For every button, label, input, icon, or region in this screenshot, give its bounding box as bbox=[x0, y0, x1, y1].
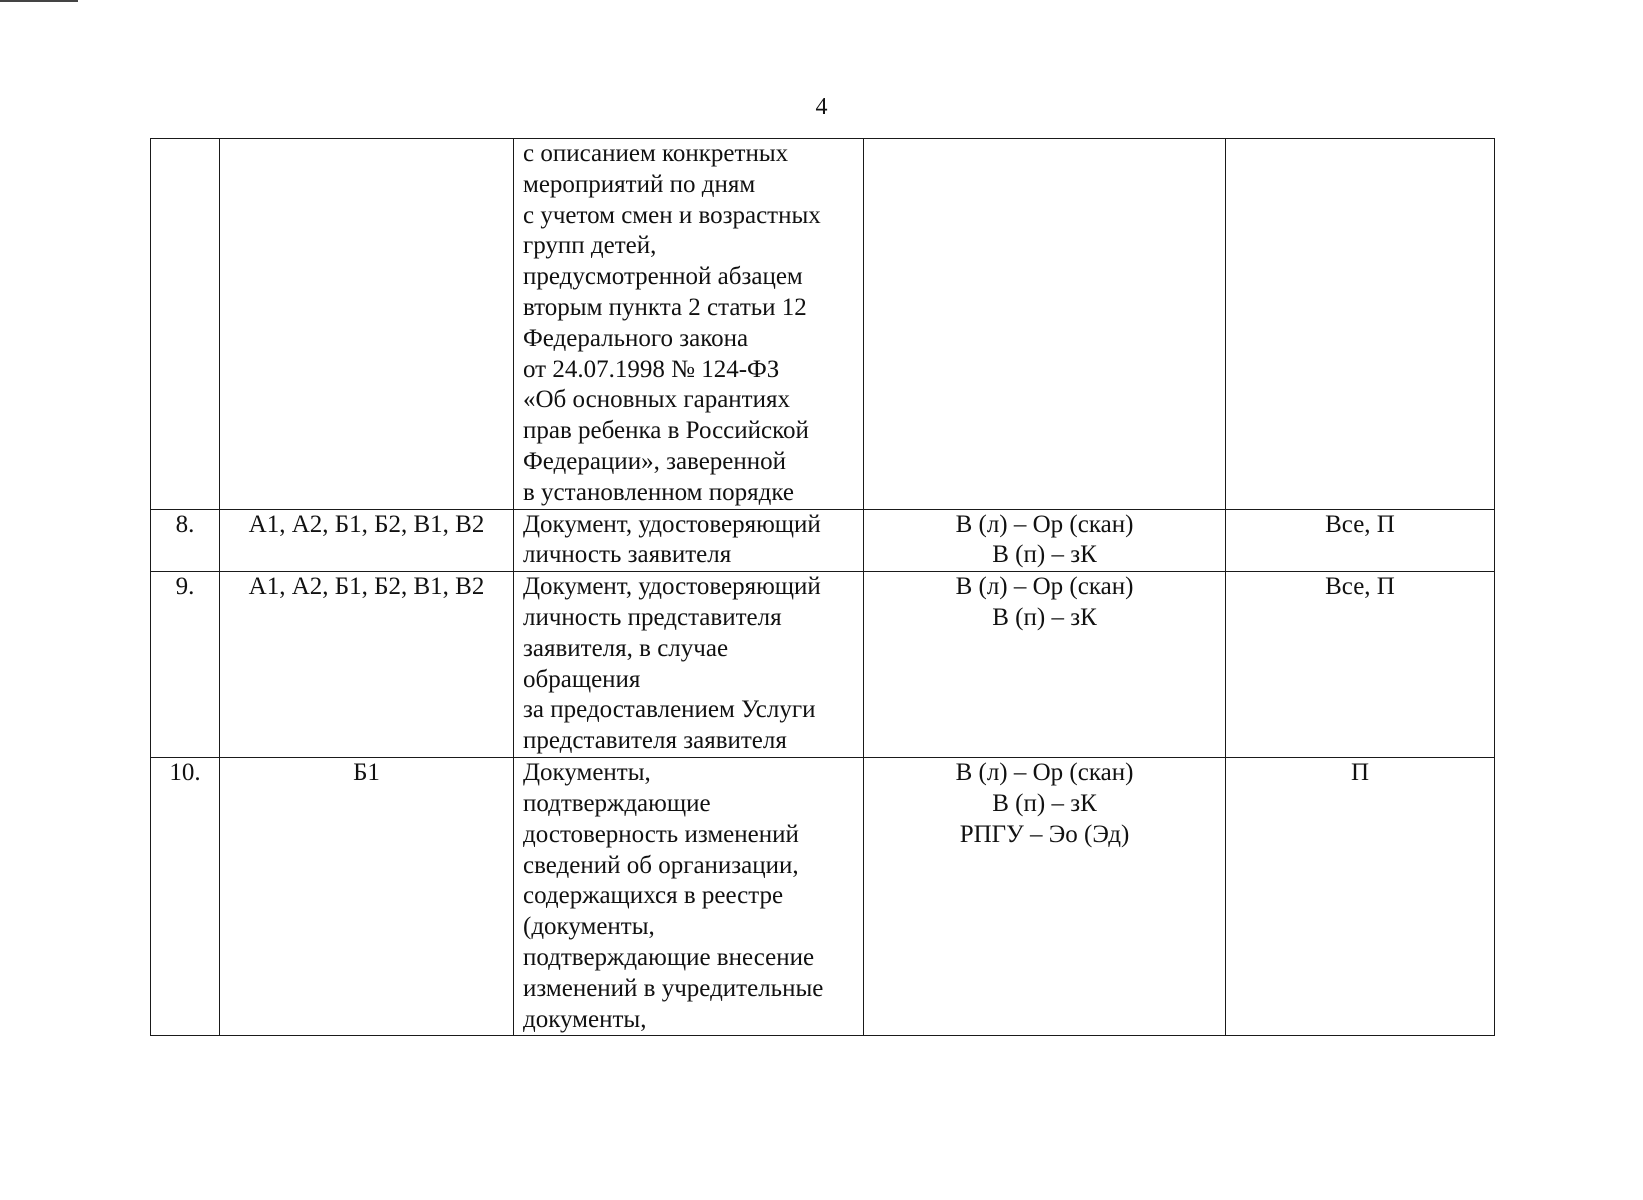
document-line: сведений об организации, bbox=[523, 851, 799, 879]
table-row bbox=[151, 572, 1495, 758]
submission-line: В (л) – Ор (скан) bbox=[955, 573, 1134, 601]
submission-method-cell bbox=[864, 572, 1226, 758]
document-line: документы, bbox=[523, 1005, 647, 1033]
document-line: «Об основных гарантиях bbox=[523, 386, 790, 414]
documents-table bbox=[150, 138, 1495, 1036]
document-line: Федерального закона bbox=[523, 324, 749, 352]
row-number-cell: 8. bbox=[151, 509, 220, 572]
categories-cell: Б1 bbox=[220, 758, 514, 1036]
categories-cell: А1, А2, Б1, Б2, В1, В2 bbox=[220, 572, 514, 758]
document-line: подтверждающие внесение bbox=[523, 943, 815, 971]
submission-method-cell bbox=[864, 139, 1226, 510]
document-description-cell bbox=[514, 572, 864, 758]
submission-method-cell bbox=[864, 509, 1226, 572]
applies-to-cell bbox=[1226, 139, 1495, 510]
document-line: подтверждающие bbox=[523, 789, 711, 817]
applies-to-cell: Все, П bbox=[1226, 572, 1495, 758]
submission-line: В (л) – Ор (скан) bbox=[955, 759, 1134, 787]
document-line: Документы, bbox=[523, 759, 651, 787]
document-line: прав ребенка в Российской bbox=[523, 417, 809, 445]
page-number: 4 bbox=[815, 94, 828, 120]
document-line: Документ, удостоверяющий bbox=[523, 510, 821, 538]
document-line: заявителя, в случае bbox=[523, 634, 729, 662]
document-line: с учетом смен и возрастных bbox=[523, 201, 821, 229]
document-line: (документы, bbox=[523, 913, 655, 941]
categories-cell: А1, А2, Б1, Б2, В1, В2 bbox=[220, 509, 514, 572]
row-number-cell: 9. bbox=[151, 572, 220, 758]
document-line: личность заявителя bbox=[523, 541, 732, 569]
document-line: содержащихся в реестре bbox=[523, 882, 784, 910]
submission-line: В (п) – зК bbox=[992, 541, 1097, 569]
document-line: мероприятий по дням bbox=[523, 170, 756, 198]
document-line: за предоставлением Услуги bbox=[523, 696, 816, 724]
document-line: личность представителя bbox=[523, 603, 782, 631]
document-line: групп детей, bbox=[523, 232, 657, 260]
table-row-continuation bbox=[151, 139, 1495, 510]
applies-to-cell: П bbox=[1226, 758, 1495, 1036]
document-description-cell bbox=[514, 509, 864, 572]
document-line: обращения bbox=[523, 665, 641, 693]
document-line: Документ, удостоверяющий bbox=[523, 573, 821, 601]
submission-line: РПГУ – Эо (Эд) bbox=[959, 820, 1130, 848]
table-row bbox=[151, 758, 1495, 1036]
document-line: представителя заявителя bbox=[523, 727, 787, 755]
document-description-cell bbox=[514, 139, 864, 510]
scan-edge-mark bbox=[0, 0, 78, 2]
document-line: изменений в учредительные bbox=[523, 974, 824, 1002]
document-line: Федерации», заверенной bbox=[523, 447, 787, 475]
applies-to-cell: Все, П bbox=[1226, 509, 1495, 572]
document-description-cell bbox=[514, 758, 864, 1036]
categories-cell bbox=[220, 139, 514, 510]
document-line: от 24.07.1998 № 124-ФЗ bbox=[523, 355, 780, 383]
document-line: вторым пункта 2 статьи 12 bbox=[523, 293, 807, 321]
table-row bbox=[151, 509, 1495, 572]
submission-line: В (п) – зК bbox=[992, 789, 1097, 817]
submission-line: В (л) – Ор (скан) bbox=[955, 510, 1134, 538]
row-number-cell: 10. bbox=[151, 758, 220, 1036]
submission-method-cell bbox=[864, 758, 1226, 1036]
document-line: в установленном порядке bbox=[523, 478, 794, 506]
submission-line: В (п) – зК bbox=[992, 603, 1097, 631]
document-line: достоверность изменений bbox=[523, 820, 799, 848]
document-line: с описанием конкретных bbox=[523, 140, 789, 167]
row-number-cell bbox=[151, 139, 220, 510]
document-line: предусмотренной абзацем bbox=[523, 263, 803, 291]
